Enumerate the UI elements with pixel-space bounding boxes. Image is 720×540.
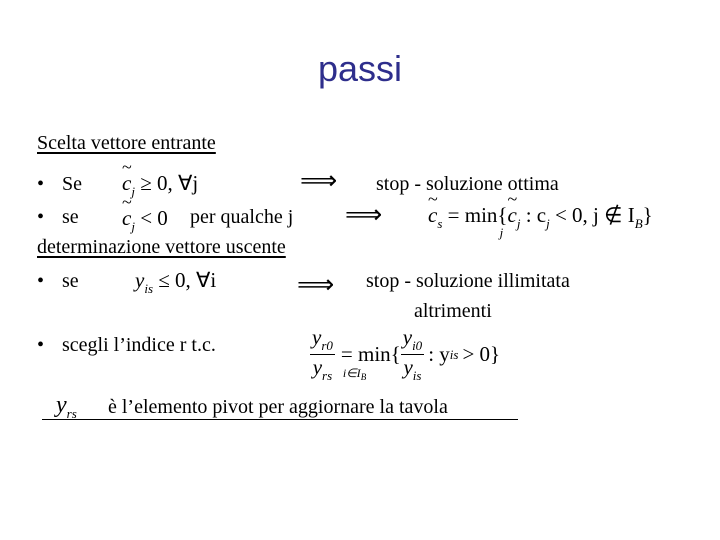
bullet: •	[37, 270, 45, 292]
row1-result: stop - soluzione ottima	[376, 173, 559, 195]
page-title: passi	[317, 48, 403, 89]
row2-qualifier: per qualche j	[190, 206, 294, 228]
implies-arrow: ⟹	[345, 200, 383, 230]
row2-formula: ~ $c_s = \min${ j ~ $c_j$ : $c_j < 0$, j ∉ $I_B$}	[428, 203, 653, 232]
heading-entering-vector: Scelta vettore entrante	[37, 132, 216, 154]
row2-condition: ~ $c_j < 0$	[122, 206, 168, 235]
implies-arrow: ⟹	[300, 166, 338, 196]
bullet: •	[37, 206, 45, 228]
row3-label: se	[62, 270, 79, 292]
row3-result: stop - soluzione illimitata	[366, 270, 570, 292]
row1-label: Se	[62, 173, 82, 195]
row3-else: altrimenti	[414, 300, 492, 322]
pivot-variable: $y_{rs}$	[56, 392, 77, 421]
implies-arrow: ⟹	[297, 270, 335, 300]
row4-formula: $\frac{y_{r0}}{y_{rs}}$ = min{ $i\in I_B$ $\frac{y_{i0}}{y_{is}}$ : y is > 0}	[312, 325, 501, 383]
heading-leaving-vector: determinazione vettore uscente	[37, 236, 286, 258]
bullet: •	[37, 173, 45, 195]
pivot-text: è l’elemento pivot per aggiornare la tavola	[108, 396, 448, 418]
row1-condition: ~ $c_j \ge 0$, ∀j	[122, 171, 198, 200]
row2-label: se	[62, 206, 79, 228]
row4-label: scegli l’indice r t.c.	[62, 334, 216, 356]
row3-condition: $y_{is} \le 0$, ∀i	[135, 268, 217, 296]
bullet: •	[37, 334, 45, 356]
